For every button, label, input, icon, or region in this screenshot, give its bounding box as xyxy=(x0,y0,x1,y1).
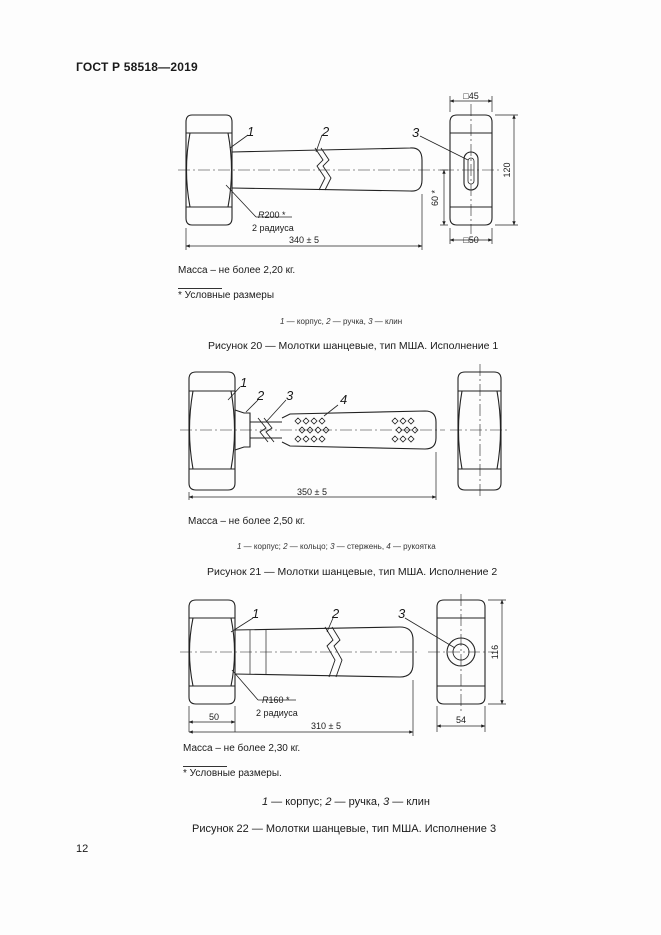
fig20-base-square-dim: □50 xyxy=(463,235,479,245)
fig21-callout-1: 1 xyxy=(240,375,248,390)
fig20-callout-2: 2 xyxy=(322,124,330,139)
fig22-footnote-rule xyxy=(183,766,227,767)
fig21-length-dim: 350 ± 5 xyxy=(297,487,327,497)
fig22-radius-note: 2 радиуса xyxy=(256,708,298,718)
fig20-radius-note: 2 радиуса xyxy=(252,223,294,233)
figure-20-drawing xyxy=(0,0,661,260)
fig20-head-square-dim: □45 xyxy=(463,91,479,101)
figure-22-drawing xyxy=(0,590,661,740)
fig22-radius: R160 * xyxy=(262,695,290,705)
fig22-caption: Рисунок 22 — Молотки шанцевые, тип МША. Исполнение 3 xyxy=(192,823,497,835)
fig22-callout-3: 3 xyxy=(398,606,406,621)
fig22-mass: Масса – не более 2,30 кг. xyxy=(183,743,301,754)
fig20-caption: Рисунок 20 — Молотки шанцевые, тип МША. Исполнение 1 xyxy=(208,340,499,352)
document-header: ГОСТ Р 58518—2019 xyxy=(76,60,198,74)
fig20-footnote: * Условные размеры xyxy=(178,290,275,301)
fig22-length-dim: 310 ± 5 xyxy=(311,721,341,731)
fig22-width-dim: 54 xyxy=(455,715,467,725)
fig21-caption: Рисунок 21 — Молотки шанцевые, тип МША. Исполнение 2 xyxy=(207,566,498,578)
fig20-callout-3: 3 xyxy=(412,125,420,140)
fig22-footnote: * Условные размеры. xyxy=(183,768,282,779)
fig21-head-side xyxy=(189,372,235,490)
fig22-height-dim: 116 xyxy=(490,644,500,660)
figure-21-drawing xyxy=(0,360,661,510)
fig20-mass: Масса – не более 2,20 кг. xyxy=(178,265,296,276)
fig20-eye-dim: 60 * xyxy=(430,189,440,207)
fig21-mass: Масса – не более 2,50 кг. xyxy=(188,516,306,527)
fig22-head-len-dim: 50 xyxy=(208,712,220,722)
fig22-legend: 1 — корпус; 2 — ручка, 3 — клин xyxy=(262,796,430,808)
fig20-callout-1: 1 xyxy=(247,124,255,139)
fig21-callout-4: 4 xyxy=(340,392,348,407)
page-number: 12 xyxy=(76,843,89,855)
fig20-height-dim: 120 xyxy=(502,162,512,178)
fig20-footnote-rule xyxy=(178,288,222,289)
fig20-legend: 1 — корпус, 2 — ручка, 3 — клин xyxy=(280,317,403,326)
fig22-callout-2: 2 xyxy=(332,606,340,621)
fig21-callout-2: 2 xyxy=(257,388,265,403)
fig21-legend: 1 — корпус; 2 — кольцо; 3 — стержень, 4 — рукоятка xyxy=(237,542,436,551)
fig21-callout-3: 3 xyxy=(286,388,294,403)
fig21-head-front xyxy=(458,372,501,490)
fig20-legend-num-1: 1 xyxy=(280,317,285,326)
fig20-radius: R200 * xyxy=(258,210,286,220)
fig20-length-dim: 340 ± 5 xyxy=(289,235,319,245)
fig20-handle xyxy=(232,148,422,191)
fig22-callout-1: 1 xyxy=(252,606,260,621)
